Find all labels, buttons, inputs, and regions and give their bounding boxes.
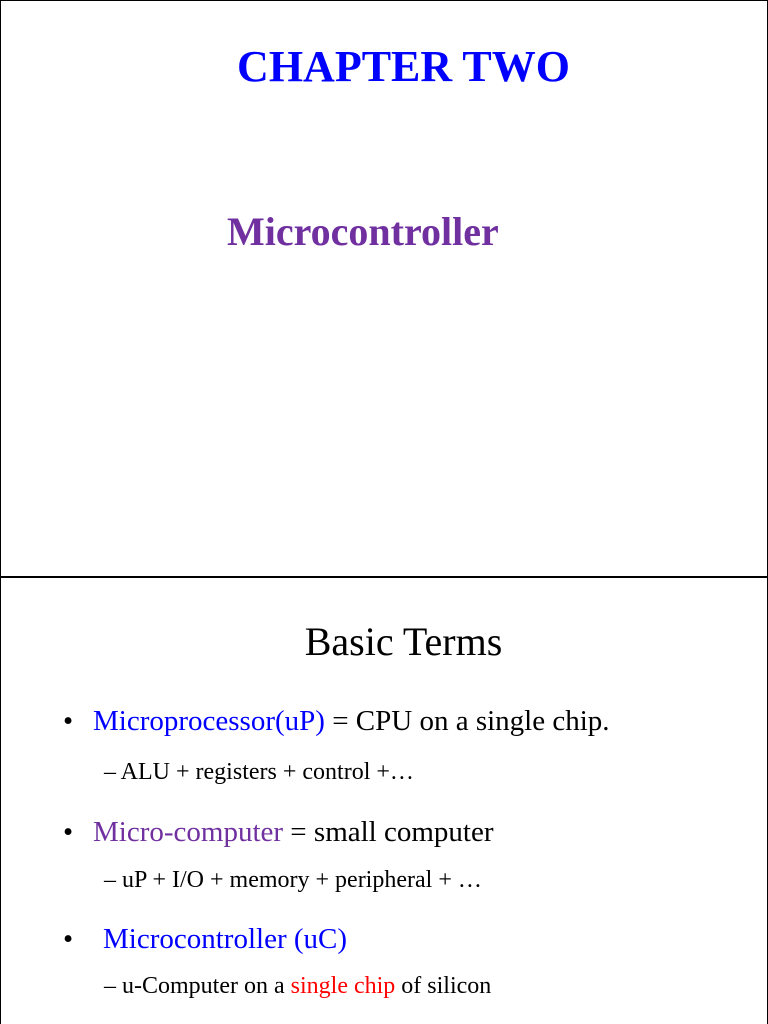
bullet-dot-icon: • xyxy=(63,816,74,848)
bullet-dot-icon: • xyxy=(63,923,74,955)
bullet-microcomputer xyxy=(63,815,494,850)
basic-terms-slide xyxy=(1,578,767,1024)
highlight-single-chip: single chip xyxy=(290,973,396,999)
term-microcontroller: Microcontroller (uC) xyxy=(103,923,348,955)
chapter-title: CHAPTER TWO xyxy=(237,42,570,91)
sub-bullet-microcontroller xyxy=(104,972,491,1001)
title-slide xyxy=(1,1,767,576)
sub-bullet-microprocessor: – ALU + registers + control +… xyxy=(104,759,414,785)
bullet-microcontroller xyxy=(63,922,347,957)
sub-text-prefix: – u-Computer on a xyxy=(104,973,291,999)
term-microprocessor: Microprocessor(uP) xyxy=(93,705,325,737)
definition-microcomputer: = small computer xyxy=(283,816,494,848)
sub-text-suffix: of silicon xyxy=(395,973,492,999)
term-microcomputer: Micro-computer xyxy=(93,816,284,848)
sub-bullet-microcomputer: – uP + I/O + memory + peripheral + … xyxy=(104,867,482,893)
slide-heading: Basic Terms xyxy=(304,619,503,664)
definition-microprocessor: = CPU on a single chip. xyxy=(324,705,610,737)
bullet-microprocessor xyxy=(63,704,610,739)
chapter-subtitle: Microcontroller xyxy=(227,209,499,254)
bullet-dot-icon: • xyxy=(63,705,74,737)
